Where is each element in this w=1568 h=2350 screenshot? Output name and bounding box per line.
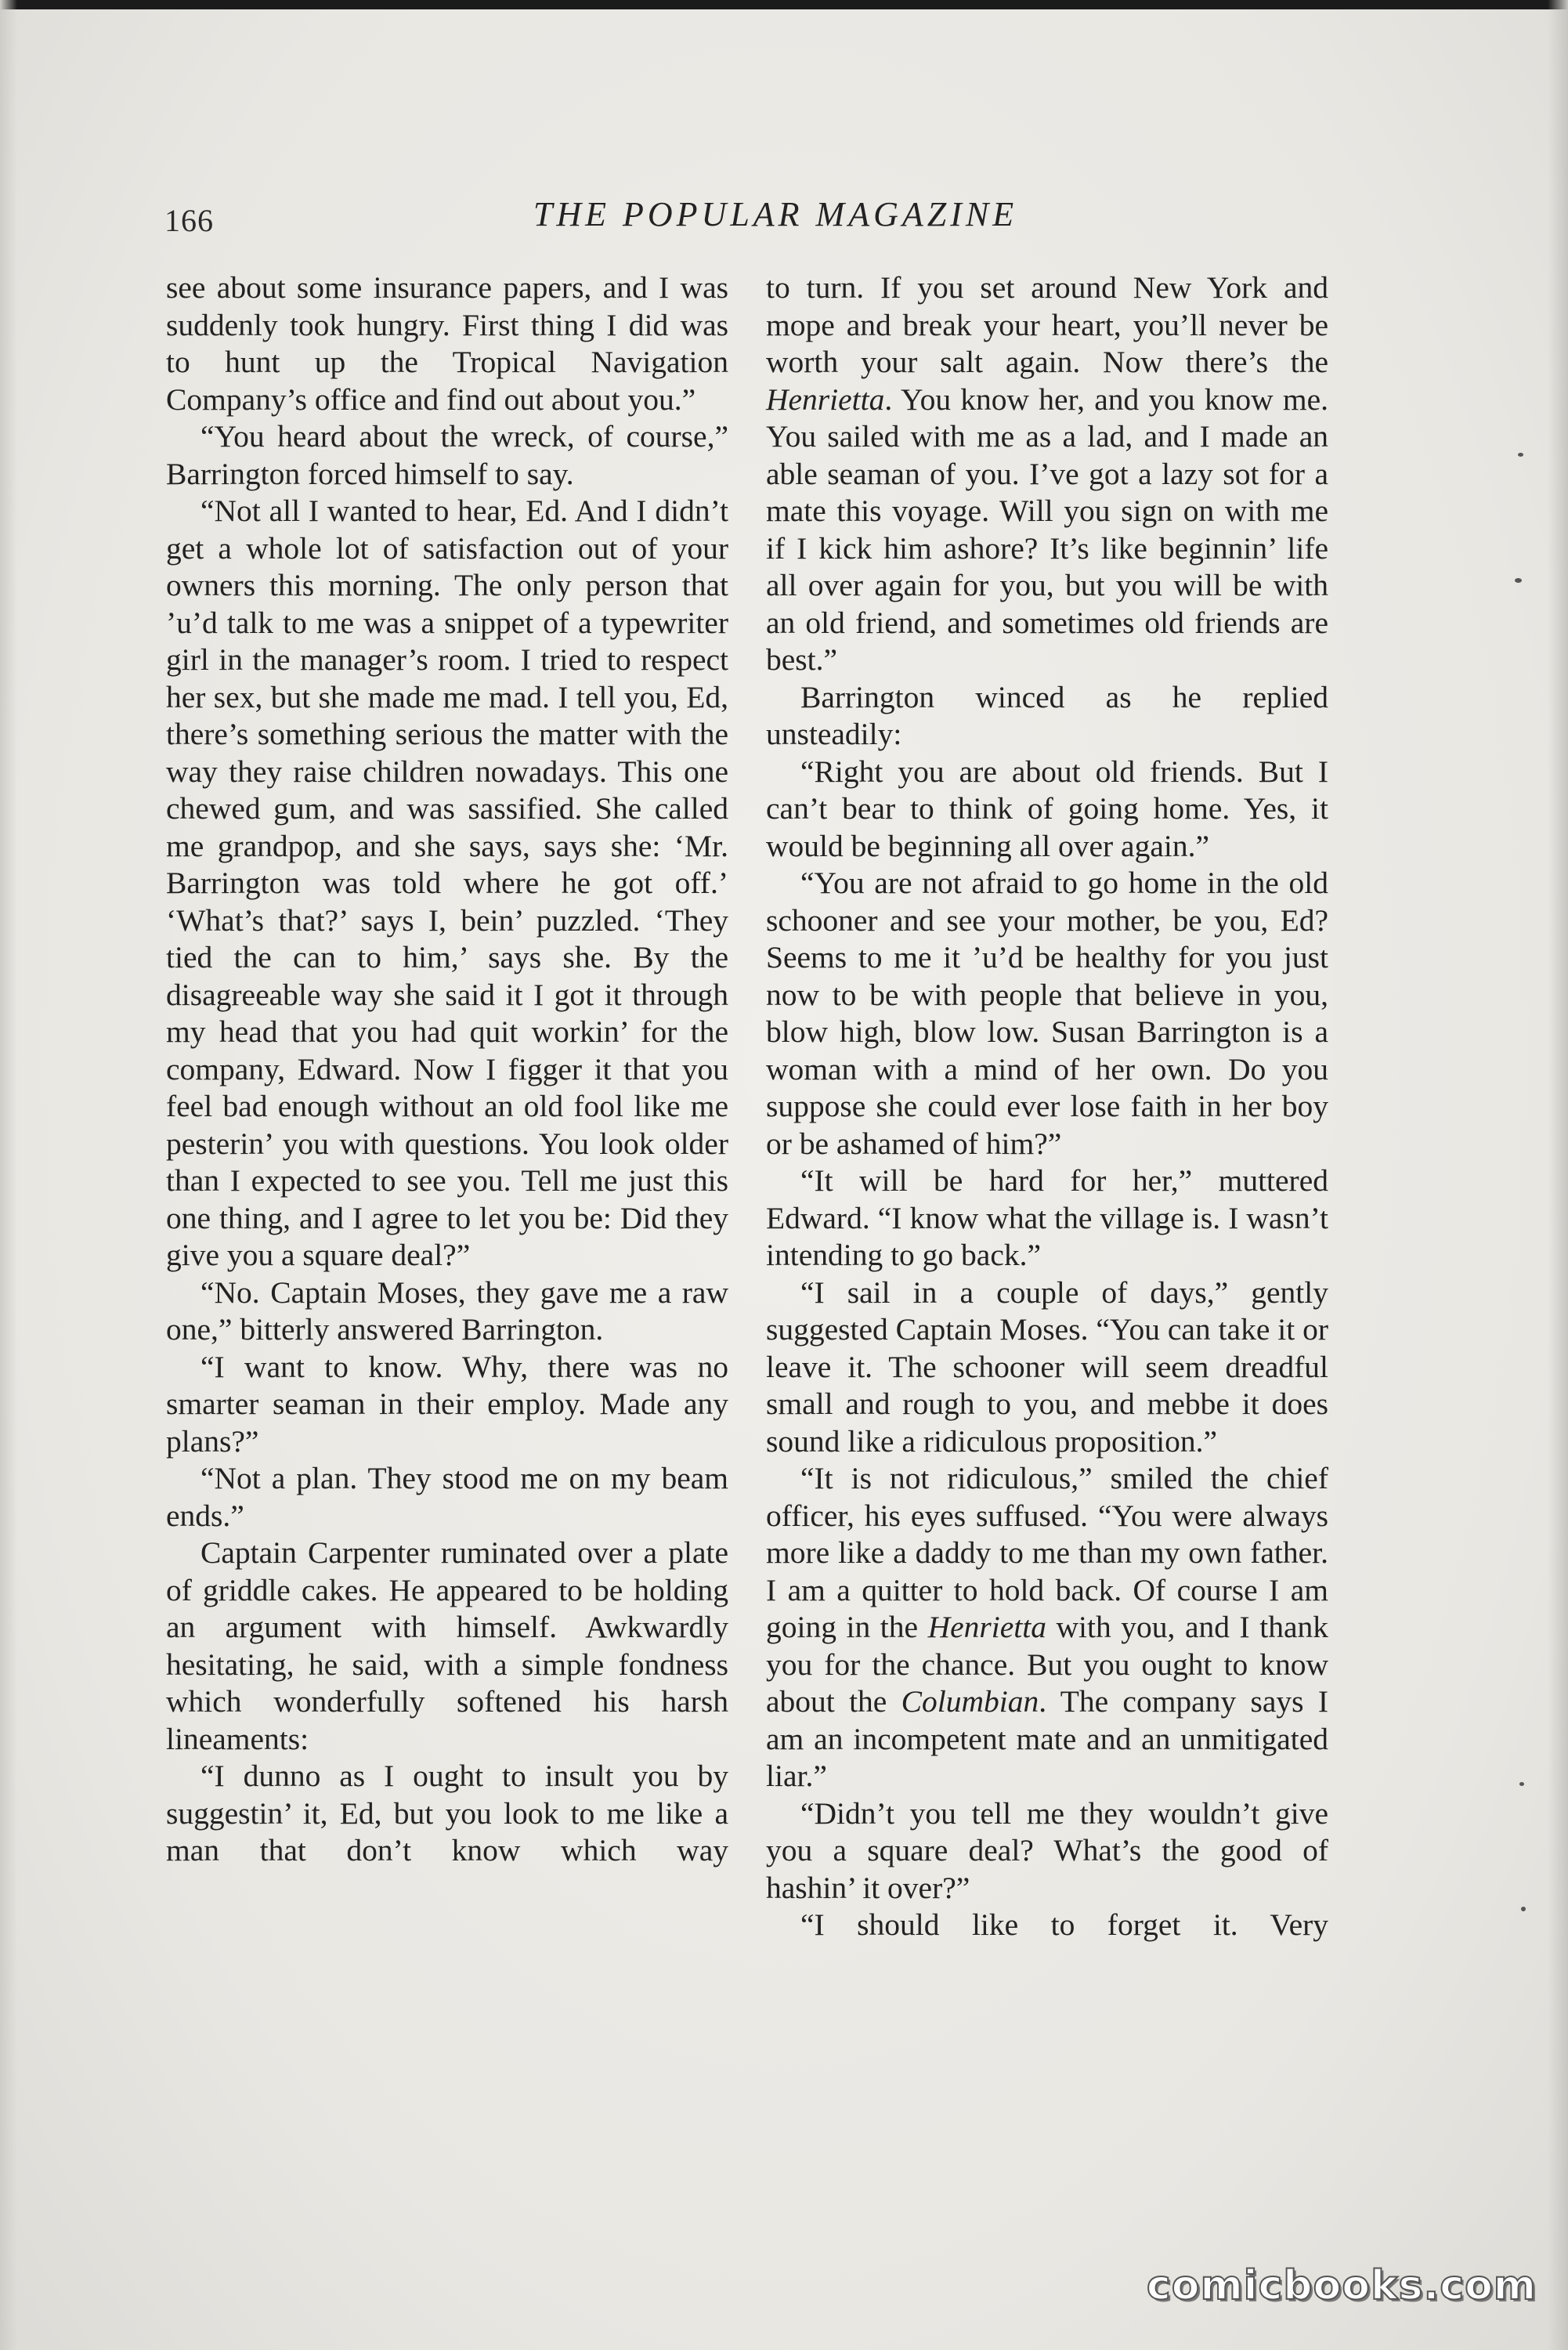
text-run: . You know her, and you know me. You sailed with me as a lad, and I made an able seaman of you. I’ve got a lazy sot for a mate this voyage. Will you sign on with me if I kick him ashore? It’s like beginnin’ life all over again for you, but you will be with an old friend, and sometimes old friends are best.” xyxy=(766,381,1328,677)
text-run: . The company says I am an incompetent mate and an unmitigated liar.” xyxy=(766,1684,1328,1793)
text-run: “I sail in a couple of days,” gently suggested Captain Moses. “You can take it or leave it. The schooner will seem dreadful small and rough to you, and mebbe it does sound like a ridiculous proposition.” xyxy=(766,1274,1328,1459)
text-run: “Didn’t you tell me they wouldn’t give you a square deal? What’s the good of hashin’ it over?” xyxy=(766,1795,1328,1905)
paragraph: see about some insurance papers, and I was suddenly took hungry. First thing I did was to hunt up the Tropical Navigation Company’s office and find out about you.” xyxy=(166,270,728,417)
paragraph xyxy=(766,1162,1328,1274)
paragraph xyxy=(766,865,1328,1162)
scan-right-shadow xyxy=(1548,0,1568,2350)
paragraph xyxy=(766,1274,1328,1461)
text-run: “It will be hard for her,” muttered Edward. “I know what the village is. I wasn’t intending to go back.” xyxy=(766,1163,1328,1272)
paragraph: Captain Carpenter ruminated over a plate of griddle cakes. He appeared to be holding an argument with himself. Awkwardly hesitating, he said, with a simple fondness which wonderfully softened his harsh lineaments: xyxy=(166,1535,728,1756)
left-text-column xyxy=(166,269,728,1870)
paragraph xyxy=(766,269,1328,679)
italic-ship-name: Henrietta xyxy=(766,381,885,417)
text-run: to turn. If you set around New York and mope and break your heart, you’ll never be worth your salt again. Now there’s the xyxy=(766,270,1328,379)
paragraph xyxy=(766,1907,1328,1944)
scan-speck xyxy=(1518,453,1523,457)
scan-top-border xyxy=(0,0,1568,9)
italic-ship-name: Columbian xyxy=(901,1684,1039,1719)
paragraph xyxy=(766,1795,1328,1907)
italic-ship-name: Henrietta xyxy=(927,1610,1046,1644)
paragraph: “No. Captain Moses, they gave me a raw one,” bitterly answered Barrington. xyxy=(166,1274,728,1347)
scan-speck xyxy=(1515,578,1522,583)
paragraph: “I want to know. Why, there was no smarter seaman in their employ. Made any plans?” xyxy=(166,1349,728,1459)
watermark: comicbooks.com xyxy=(1146,2262,1537,2309)
paragraph: “Not all I wanted to hear, Ed. And I didn’t get a whole lot of satisfaction out of your owners this morning. The only person that ’u’d talk to me was a snippet of a typewriter girl in the manager’s room. I tried to respect her sex, but she made me mad. I tell you, Ed, there’s something serious the matter with the way they raise children nowadays. This one chewed gum, and was sassified. She called me grandpop, and she says, says she: ‘Mr. Barrington was told where he got off.’ ‘What’s that?’ says I, bein’ puzzled. ‘They tied the can to him,’ says she. By the disagreeable way she said it I got it through my head that you had quit workin’ for the company, Edward. Now I figger it that you feel bad enough without an old fool like me pesterin’ you with questions. You look older than I expected to see you. Tell me just this one thing, and I agree to let you be: Did they give you a square deal?” xyxy=(166,494,728,1272)
scan-speck xyxy=(1521,1907,1526,1911)
right-text-column xyxy=(766,269,1328,1944)
scan-left-shadow xyxy=(0,0,17,2350)
text-run: “I should like to forget it. Very xyxy=(800,1907,1328,1942)
text-run: Barrington winced as he replied unsteadily: xyxy=(766,679,1328,751)
text-run: “You are not afraid to go home in the old schooner and see your mother, be you, Ed? Seems to me it ’u’d be healthy for you just now to be with people that believe in you, blow high, blow low. Susan Barrington is a woman with a mind of her own. Do you suppose she could ever lose faith in her boy or be ashamed of him?” xyxy=(766,866,1328,1161)
scan-speck xyxy=(1519,1782,1524,1786)
text-run: “Right you are about old friends. But I can’t bear to think of going home. Yes, it would be beginning all over again.” xyxy=(766,754,1328,863)
paragraph xyxy=(766,679,1328,754)
paragraph: “Not a plan. They stood me on my beam ends.” xyxy=(166,1461,728,1533)
paragraph: “You heard about the wreck, of course,” Barrington forced himself to say. xyxy=(166,419,728,491)
text-run: “It is not ridiculous,” smiled the chief officer, his eyes suffused. “You were always more like a daddy to me than my own father. I am a quitter to hold back. Of course I am going in the xyxy=(766,1461,1328,1644)
paragraph xyxy=(766,754,1328,866)
page-header xyxy=(164,194,1386,241)
paragraph: “I dunno as I ought to insult you by suggestin’ it, Ed, but you look to me like a man that don’t know which way xyxy=(166,1759,728,1867)
paragraph xyxy=(766,1460,1328,1795)
page-number: 166 xyxy=(164,203,214,238)
text-run: with you, and I thank you for the chance. But you ought to know about the xyxy=(766,1610,1328,1719)
running-title: THE POPULAR MAGAZINE xyxy=(533,195,1018,233)
